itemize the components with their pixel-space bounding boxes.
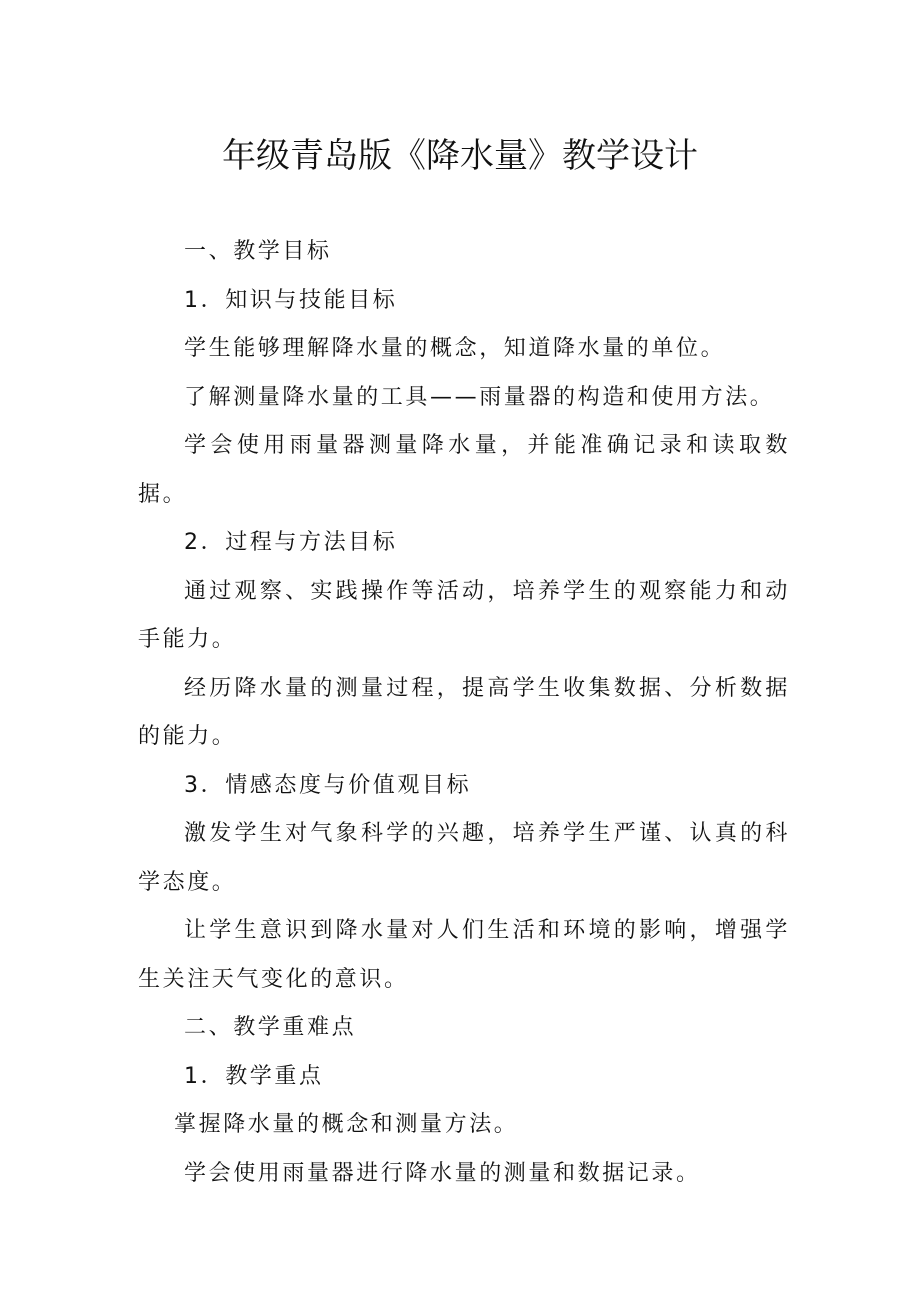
paragraph: 学会使用雨量器测量降水量，并能准确记录和读取数据。 [138, 433, 790, 507]
document-body [138, 228, 790, 1198]
subheading-emotion-values: 3．情感态度与价值观目标 [184, 772, 472, 798]
paragraph: 掌握降水量的概念和测量方法。 [174, 1112, 519, 1137]
document-title: 年级青岛版《降水量》教学设计 [222, 136, 698, 176]
subheading-process-methods: 2．过程与方法目标 [184, 530, 398, 555]
paragraph: 经历降水量的测量过程，提高学生收集数据、分析数据的能力。 [138, 675, 790, 749]
paragraph: 了解测量降水量的工具——雨量器的构造和使用方法。 [184, 384, 775, 410]
paragraph: 通过观察、实践操作等活动，培养学生的观察能力和动手能力。 [138, 578, 790, 652]
section-heading-objectives: 一、教学目标 [184, 239, 332, 264]
subheading-knowledge-skills: 1．知识与技能目标 [184, 287, 398, 313]
paragraph: 学会使用雨量器进行降水量的测量和数据记录。 [184, 1160, 701, 1186]
paragraph: 激发学生对气象科学的兴趣，培养学生严谨、认真的科学态度。 [138, 821, 790, 895]
paragraph: 学生能够理解降水量的概念，知道降水量的单位。 [184, 336, 726, 361]
subheading-teaching-focus: 1．教学重点 [184, 1063, 324, 1089]
section-heading-key-points: 二、教学重难点 [184, 1015, 357, 1040]
paragraph: 让学生意识到降水量对人们生活和环境的影响，增强学生关注天气变化的意识。 [138, 918, 790, 992]
